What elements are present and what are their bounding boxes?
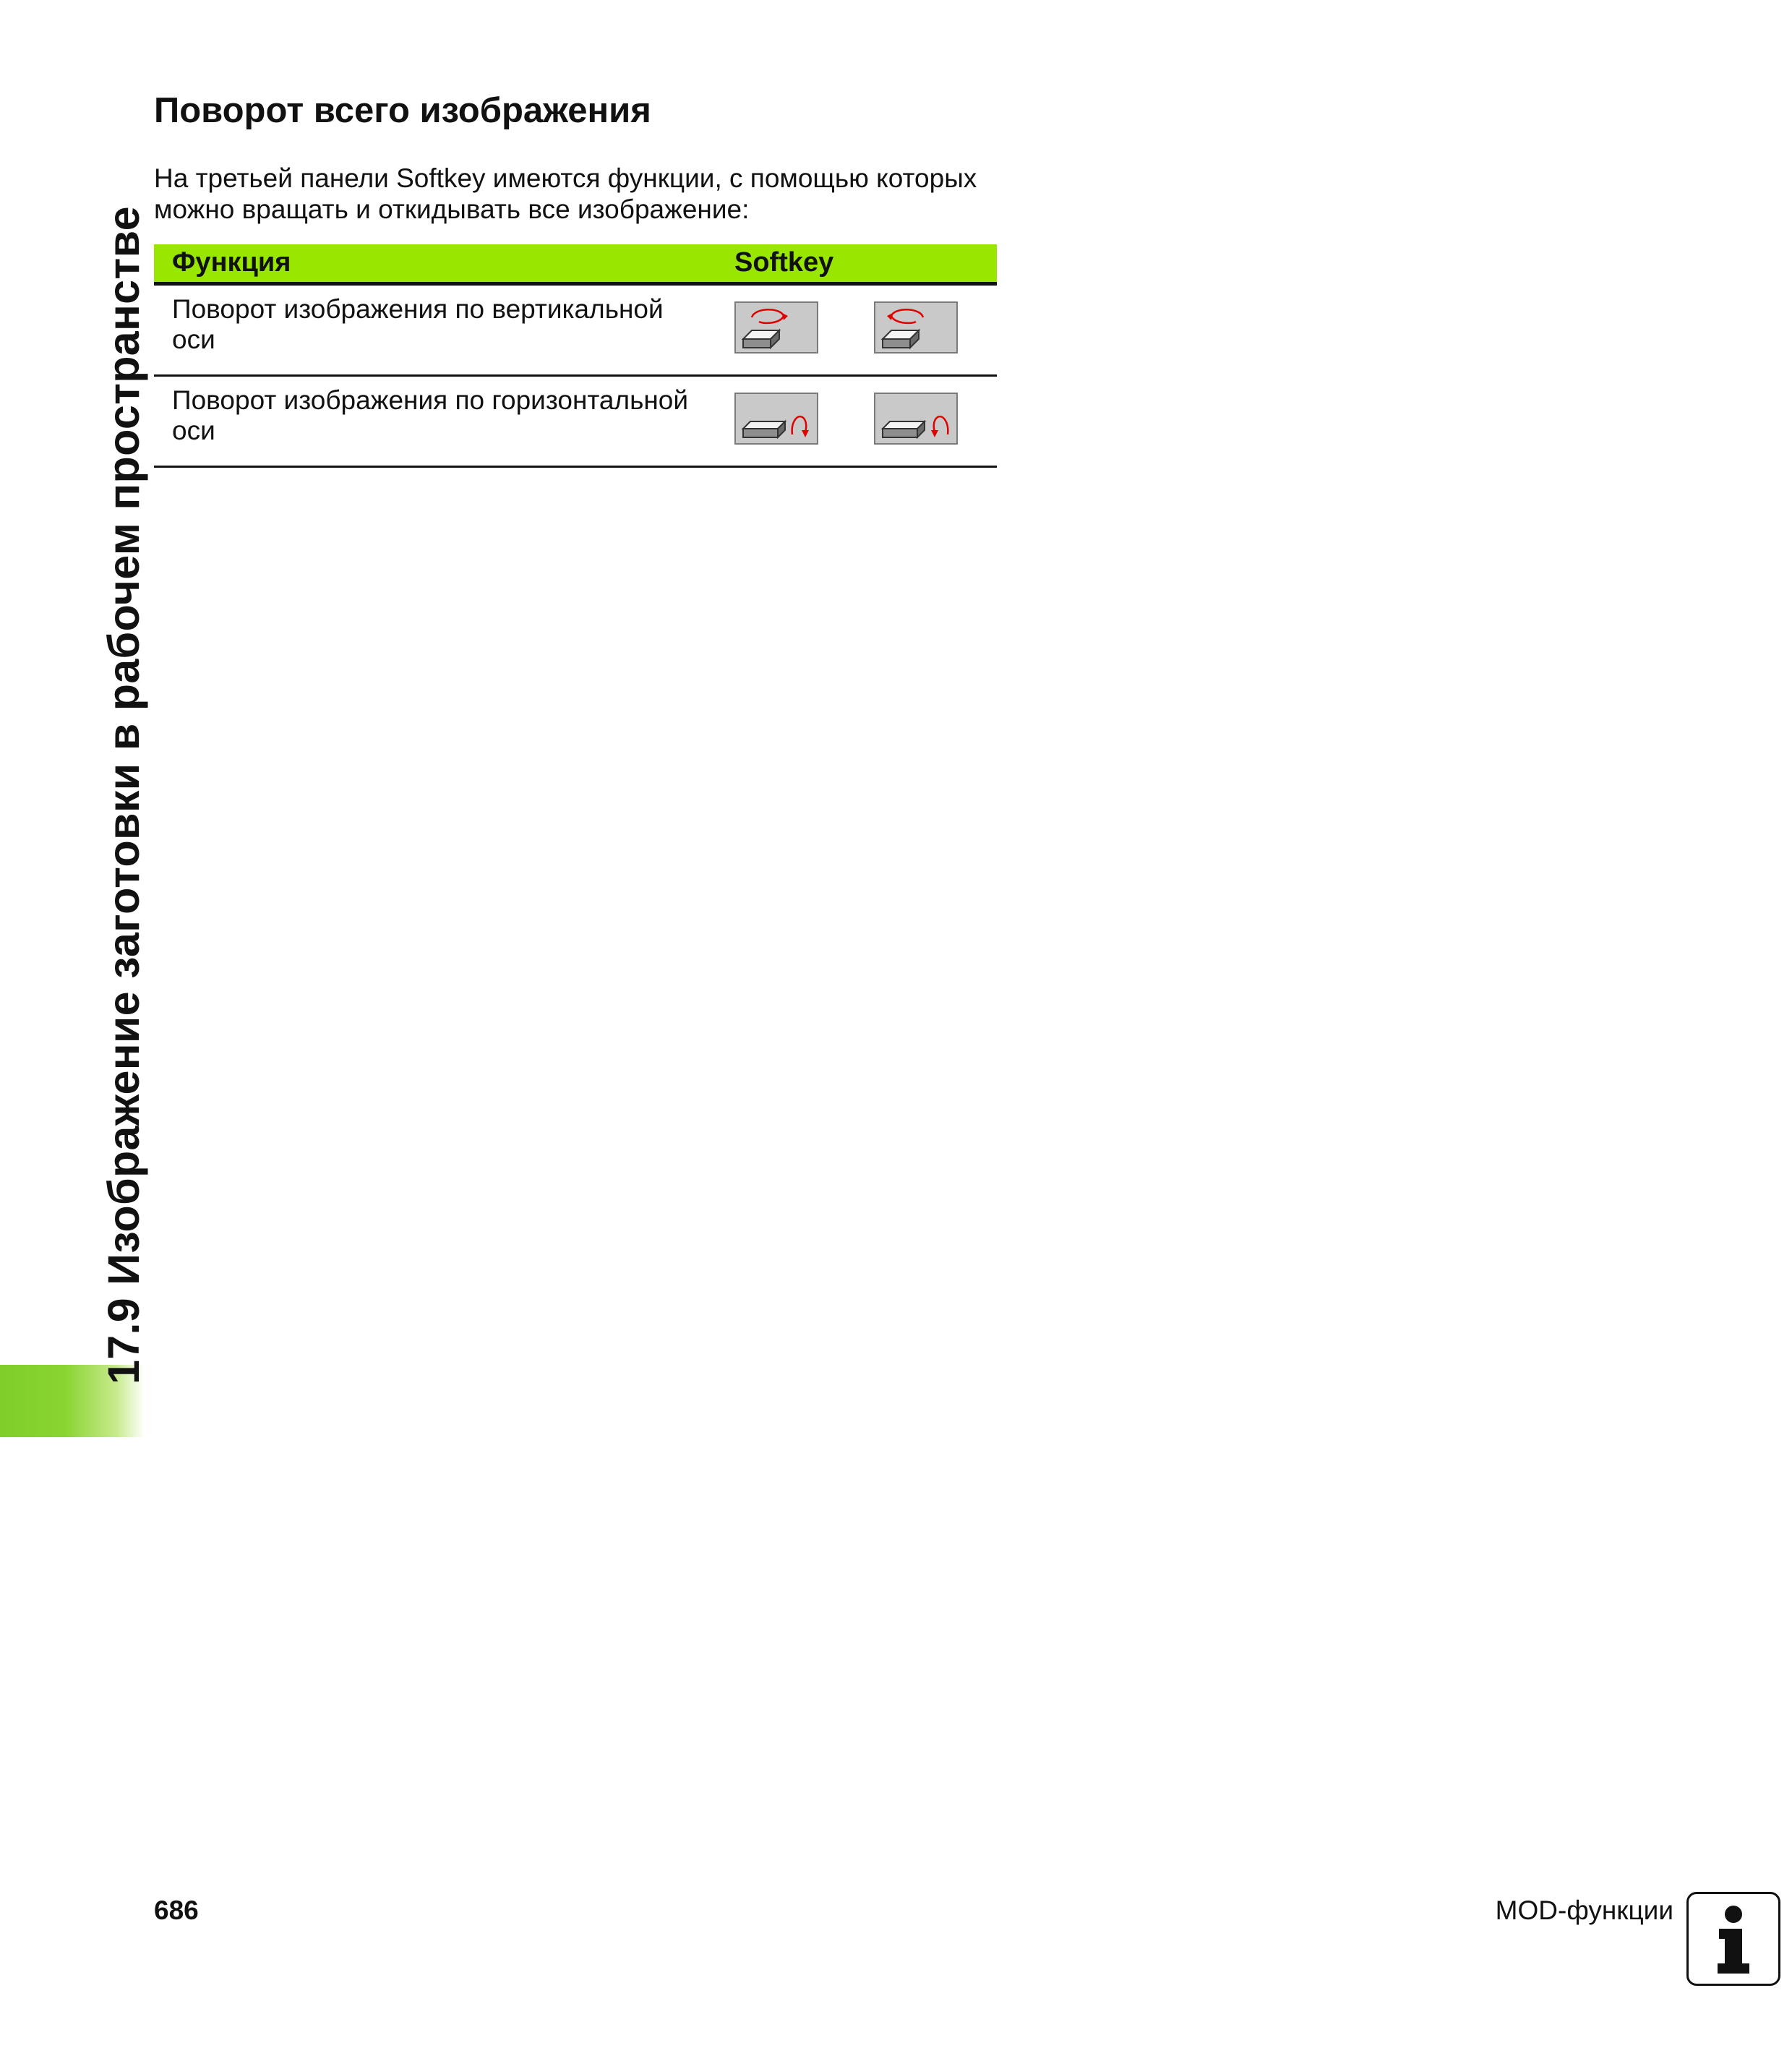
chapter-title: 17.9 Изображение заготовки в рабочем пространстве [99, 206, 148, 1384]
description-line-2: оси [172, 416, 215, 445]
table-header [154, 244, 997, 286]
table-row [154, 377, 997, 468]
tilt-horizontal-up-softkey[interactable] [734, 393, 818, 445]
description-line-1: Поворот изображения по вертикальной [172, 294, 664, 324]
description-line-2: оси [172, 325, 215, 354]
rotate-vertical-right-softkey[interactable] [734, 301, 818, 354]
description-line-1: Поворот изображения по горизонтальной [172, 385, 689, 415]
header-function: Функция [172, 247, 291, 278]
function-description [172, 385, 707, 446]
info-icon [1686, 1892, 1780, 1986]
header-softkey: Softkey [734, 247, 834, 278]
info-glyph [1689, 1894, 1778, 1984]
table-row [154, 286, 997, 377]
function-description [172, 294, 707, 355]
rotate-vertical-left-softkey[interactable] [874, 301, 958, 354]
intro-line-2: можно вращать и откидывать все изображение: [154, 194, 750, 224]
tilt-horizontal-axis-up-icon [736, 394, 817, 443]
footer-section-label: MOD-функции [1495, 1895, 1673, 1925]
tilt-horizontal-axis-down-icon [875, 394, 956, 443]
rotate-vertical-axis-left-icon [875, 303, 956, 352]
page-number: 686 [154, 1895, 199, 1925]
intro-paragraph [154, 163, 1021, 225]
rotate-vertical-axis-right-icon [736, 303, 817, 352]
softkey-table [154, 244, 997, 468]
section-heading: Поворот всего изображения [154, 91, 651, 130]
intro-line-1: На третьей панели Softkey имеются функции, с помощью которых [154, 163, 977, 193]
tilt-horizontal-down-softkey[interactable] [874, 393, 958, 445]
